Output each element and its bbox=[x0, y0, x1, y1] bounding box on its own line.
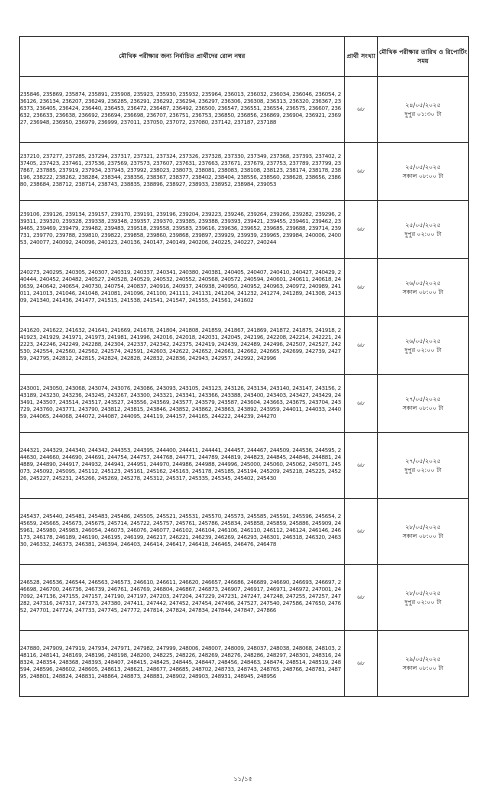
candidate-count-cell: ৬৮ bbox=[345, 631, 378, 697]
roll-numbers-cell: 244321, 244329, 244340, 244342, 244353, 244395, 244400, 244411, 244441, 244457, 244467, 244509, 244536, 244595, 244630, 244660, 244690, 244691, 244754, 244757, 244768, 244771, 244789, 244819, 244823, 244845, 244846, 244881, 244889, 244890, 244917, 244932, 244941, 244951, 244970, 244986, 244988, 244996, 245000, 245060, 245062, 245071, 245073, 245092, 245095, 245112, 245123, 245161, 245162, 245163, 245178, 245185, 245194, 245209, 245218, 245225, 245226, 245227, 245231, 245266, 245269, 245278, 245312, 245317, 245335, 245345, 245402, 245430 bbox=[20, 433, 345, 499]
schedule-cell bbox=[378, 565, 469, 631]
table-row bbox=[20, 143, 469, 201]
reporting-time: দুপুর ০১:৩০ টা bbox=[404, 110, 442, 118]
table-header-row bbox=[20, 37, 469, 77]
schedule-cell bbox=[378, 143, 469, 201]
candidate-count-cell: ৬৮ bbox=[345, 433, 378, 499]
reporting-time: সকাল ০৮:০০ টা bbox=[402, 664, 444, 672]
roll-numbers-cell: 235846, 235869, 235874, 235891, 235908, 235923, 235930, 235932, 235964, 236013, 236032, 236034, 236046, 236054, 236126, 236134, 236207, 236249, 236285, 236291, 236292, 236294, 236297, 236306, 236308, 236313, 236320, 236367, 236373, 236405, 236424, 236440, 236453, 236472, 236487, 236492, 236500, 236547, 236551, 236554, 236575, 236607, 236632, 236633, 236638, 236692, 236694, 236698, 236707, 236751, 236753, 236850, 236856, 236869, 236904, 236921, 236927, 236948, 236950, 236979, 236999, 237011, 237050, 237072, 237080, 237142, 237187, 237188 bbox=[20, 77, 345, 143]
reporting-time: সকাল ০৮:০০ টা bbox=[402, 404, 444, 412]
schedule-cell bbox=[378, 433, 469, 499]
roll-numbers-cell: 243001, 243050, 243068, 243074, 243076, 243086, 243093, 243105, 243123, 243126, 243134, 243140, 243147, 243156, 243189, 243230, 243236, 243245, 243267, 243300, 243321, 243341, 243366, 243388, 243400, 243403, 243427, 243429, 243491, 243507, 243514, 243517, 243527, 243556, 243569, 243577, 243579, 243587, 243604, 243663, 243675, 243704, 243729, 243760, 243771, 243790, 243812, 243815, 243846, 243852, 243862, 243863, 243892, 243959, 244011, 244033, 244059, 244065, 244068, 244072, 244087, 244095, 244119, 244157, 244165, 244222, 244239, 244270 bbox=[20, 375, 345, 433]
roll-numbers-cell: 237210, 237277, 237285, 237294, 237317, 237321, 237324, 237326, 237328, 237330, 237349, 237368, 237393, 237402, 237405, 237423, 237461, 237536, 237569, 237573, 237607, 237631, 237663, 237671, 237679, 237753, 237789, 237799, 237867, 237885, 237919, 237934, 237943, 237992, 238023, 238073, 238081, 238083, 238108, 238123, 238174, 238178, 238196, 238222, 238262, 238284, 238344, 238356, 238367, 238377, 238402, 238404, 238556, 238560, 238628, 238656, 238680, 238684, 238712, 238714, 238743, 238835, 238896, 238927, 238933, 238952, 238984, 239053 bbox=[20, 143, 345, 201]
table-row bbox=[20, 499, 469, 565]
exam-date: ২৫/০৫/২০২৫ bbox=[405, 163, 441, 171]
roll-numbers-cell: 246528, 246536, 246544, 246563, 246573, 246610, 246611, 246620, 246657, 246686, 246689, 246690, 246693, 246697, 246698, 246700, 246736, 246739, 246761, 246769, 246804, 246867, 246873, 246907, 246917, 246971, 246972, 247001, 247092, 247136, 247155, 247157, 247190, 247197, 247203, 247204, 247229, 247231, 247247, 247248, 247255, 247257, 247282, 247316, 247317, 247373, 247380, 247411, 247442, 247452, 247454, 247496, 247527, 247540, 247586, 247650, 247652, 247701, 247724, 247733, 247745, 247772, 247814, 247824, 247834, 247844, 247847, 247866 bbox=[20, 565, 345, 631]
exam-date: ২৭/০৫/২০২৫ bbox=[405, 457, 441, 465]
schedule-cell bbox=[378, 317, 469, 375]
reporting-time: সকাল ০৮:০০ টা bbox=[402, 532, 444, 540]
header-exam-schedule: মৌখিক পরীক্ষার তারিখ ও রিপোর্টিং সময় bbox=[378, 37, 469, 77]
candidate-count-cell: ৬৮ bbox=[345, 77, 378, 143]
exam-date: ২৬/০৫/২০২৫ bbox=[405, 279, 441, 287]
table-row bbox=[20, 565, 469, 631]
table-row bbox=[20, 77, 469, 143]
candidate-count-cell: ৬৮ bbox=[345, 201, 378, 259]
page-number: ১১/১৫ bbox=[233, 775, 253, 783]
roll-number-table bbox=[19, 36, 469, 697]
schedule-cell bbox=[378, 375, 469, 433]
roll-numbers-cell: 245437, 245440, 245481, 245483, 245486, 245505, 245521, 245531, 245570, 245573, 245585, 245591, 245596, 245654, 245659, 245665, 245673, 245675, 245714, 245722, 245757, 245761, 245786, 245834, 245858, 245859, 245886, 245909, 245961, 245980, 245983, 246054, 246073, 246076, 246077, 246102, 246104, 246106, 246110, 246112, 246124, 246146, 246173, 246178, 246189, 246190, 246195, 246199, 246217, 246221, 246239, 246269, 246293, 246301, 246318, 246320, 246330, 246332, 246373, 246381, 246394, 246403, 246414, 246417, 246418, 246465, 246476, 246478 bbox=[20, 499, 345, 565]
header-roll-numbers: মৌখিক পরীক্ষার জন্য নির্বাচিত প্রার্থীদের রোল নম্বর bbox=[20, 37, 345, 77]
candidate-count-cell: ৬৮ bbox=[345, 143, 378, 201]
candidate-count-cell: ৬৮ bbox=[345, 317, 378, 375]
roll-numbers-cell: 239106, 239126, 239134, 239157, 239170, 239191, 239196, 239204, 239223, 239246, 239264, 239266, 239282, 239296, 239311, 239320, 239328, 239338, 239348, 239357, 239370, 239385, 239388, 239393, 239421, 239455, 239461, 239462, 239465, 239469, 239479, 239482, 239483, 239518, 239558, 239583, 239616, 239636, 239652, 239685, 239688, 239714, 239731, 239770, 239788, 239810, 239822, 239858, 239860, 239868, 239897, 239929, 239939, 239965, 239984, 240006, 240053, 240077, 240092, 240096, 240123, 240136, 240147, 240149, 240206, 240225, 240227, 240244 bbox=[20, 201, 345, 259]
table-row bbox=[20, 317, 469, 375]
roll-numbers-cell: 240273, 240295, 240305, 240307, 240319, 240337, 240341, 240380, 240381, 240405, 240407, 240410, 240427, 240429, 240444, 240452, 240482, 240527, 240528, 240529, 240532, 240552, 240568, 240572, 240594, 240601, 240611, 240618, 240639, 240642, 240654, 240730, 240754, 240837, 240916, 240937, 240938, 240950, 240952, 240963, 240972, 240989, 241011, 241013, 241046, 241048, 241081, 241096, 241100, 241111, 241131, 241204, 241232, 241274, 241289, 241308, 241309, 241340, 241436, 241477, 241515, 241538, 241541, 241547, 241555, 241561, 241602 bbox=[20, 259, 345, 317]
exam-date: ২৮/০৫/২০২৫ bbox=[405, 589, 441, 597]
table-row bbox=[20, 259, 469, 317]
schedule-cell bbox=[378, 631, 469, 697]
candidate-count-cell: ৬৮ bbox=[345, 375, 378, 433]
table-row bbox=[20, 201, 469, 259]
reporting-time: দুপুর ০২:০০ টা bbox=[404, 598, 442, 606]
reporting-time: দুপুর ০২:০০ টা bbox=[404, 346, 442, 354]
reporting-time: দুপুর ০২:০০ টা bbox=[404, 466, 442, 474]
roll-numbers-cell: 241620, 241622, 241632, 241641, 241669, 241678, 241804, 241808, 241859, 241867, 241869, 241872, 241875, 241918, 241923, 241929, 241971, 241973, 241981, 241996, 242016, 242018, 242031, 242045, 242196, 242208, 242214, 242221, 242223, 242246, 242249, 242288, 242304, 242337, 242342, 242375, 242419, 242439, 242489, 242496, 242507, 242527, 242530, 242554, 242560, 242562, 242574, 242591, 242603, 242622, 242652, 242661, 242662, 242665, 242699, 242739, 242759, 242795, 242812, 242815, 242824, 242828, 242832, 242836, 242943, 242957, 242992, 242996 bbox=[20, 317, 345, 375]
roll-numbers-cell: 247880, 247909, 247919, 247934, 247971, 247982, 247999, 248006, 248007, 248009, 248037, 248038, 248068, 248103, 248116, 248141, 248169, 248196, 248198, 248200, 248225, 248226, 248269, 248276, 248286, 248297, 248301, 248316, 248324, 248354, 248368, 248393, 248407, 248415, 248425, 248445, 248447, 248456, 248463, 248474, 248514, 248519, 248594, 248596, 248602, 248605, 248613, 248621, 248677, 248685, 248702, 248733, 248743, 248765, 248766, 248781, 248795, 248801, 248824, 248831, 248864, 248873, 248881, 248902, 248903, 248931, 248945, 248956 bbox=[20, 631, 345, 697]
candidate-count-cell: ৬৮ bbox=[345, 565, 378, 631]
header-candidate-count: প্রার্থী সংখ্যা bbox=[345, 37, 378, 77]
exam-date: ২৮/০৫/২০২৫ bbox=[405, 523, 441, 531]
schedule-cell bbox=[378, 201, 469, 259]
schedule-cell bbox=[378, 77, 469, 143]
reporting-time: দুপুর ০২:০০ টা bbox=[404, 230, 442, 238]
schedule-cell bbox=[378, 499, 469, 565]
candidate-count-cell: ৬৮ bbox=[345, 499, 378, 565]
table-row bbox=[20, 375, 469, 433]
reporting-time: সকাল ০৮:০০ টা bbox=[402, 288, 444, 296]
exam-date: ২৭/০৫/২০২৫ bbox=[405, 395, 441, 403]
exam-date: ২৯/০৫/২০২৫ bbox=[405, 655, 441, 663]
table-row bbox=[20, 433, 469, 499]
candidate-count-cell: ৬৮ bbox=[345, 259, 378, 317]
exam-date: ২৫/০৫/২০২৫ bbox=[405, 221, 441, 229]
reporting-time: সকাল ০৮:০০ টা bbox=[402, 172, 444, 180]
exam-date: ২৪/০৫/২০২৫ bbox=[405, 101, 441, 109]
exam-date: ২৬/০৫/২০২৫ bbox=[405, 337, 441, 345]
table-row bbox=[20, 631, 469, 697]
schedule-cell bbox=[378, 259, 469, 317]
